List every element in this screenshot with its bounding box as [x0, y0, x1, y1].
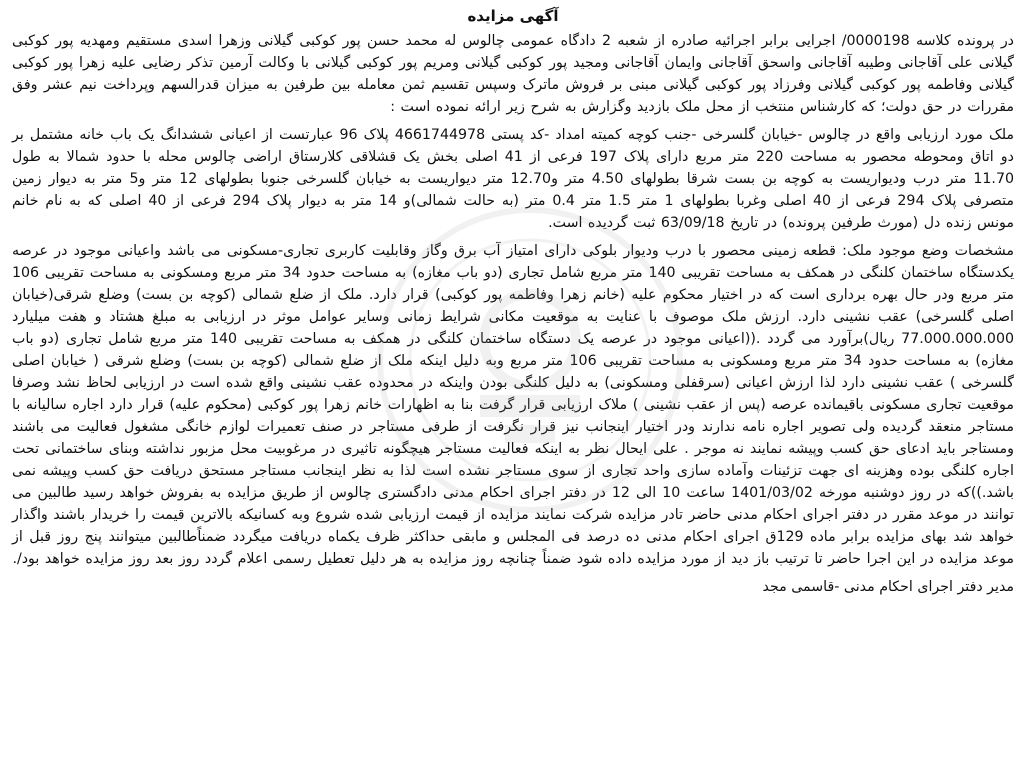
signature-line: مدیر دفتر اجرای احکام مدنی -قاسمی مجد	[762, 579, 1014, 595]
property-status-paragraph: مشخصات وضع موجود ملک: قطعه زمینی محصور با درب ودیوار بلوکی دارای امتیاز آب برق وگاز وقابلیت کاربری تجاری-مسکونی می باشد واعیانی موجود در عرصه یکدستگاه ساختمان کلنگی در همکف به مساحت تقریبی 140 متر مربع شامل تجاری (دو باب مغازه) به مساحت حدود 34 متر مربع ومسکونی به مساحت تقریبی 106 متر مربع ودر حال بهره برداری است که در اختیار محکوم علیه (خانم زهرا وفاطمه پور کوکبی) قرار دارد. ملک از ضلع شمالی (کوچه بن بست) وضلع شرقی(خیابان اصلی گلسرخی) عقب نشینی دارد. ارزش ملک موصوف با عنایت به موقعیت مکانی شرایط زمانی وسایر عوامل موثر در ارزیابی به مبلغ هشتاد و هفت میلیارد 77.000.000.000 ریال)برآورد می گردد .((اعیانی موجود در عرصه یک دستگاه ساختمان کلنگی در همکف به مساحت تقریبی 140 متر مربع شامل تجاری (دو باب مغازه) به مساحت حدود 34 متر مربع ومسکونی به مساحت تقریبی 106 متر مربع وبه دلیل اینکه ملک از ضلع شمالی (کوچه بن بست) وضلع شرقی ( خیابان اصلی گلسرخی ) عقب نشینی دارد لذا ارزش اعیانی (سرقفلی ومسکونی) به دلیل کلنگی بودن واینکه در محدوده عقب نشینی واقع شده است در ارزیابی لحاظ نشد وصرفا موقعیت تجاری مسکونی باقیمانده عرصه (پس از عقب نشینی ) ملاک ارزیابی قرار گرفت بنا به اظهارات خانم زهرا پور کوکبی (محکوم علیه) قرار دارد اجاره سالیانه با مستاجر منعقد گردیده ولی تصویر اجاره نامه ندارند ودر اختیار اینجانب نیز قرار نگرفت از طرفی مستاجر در صنف تعمیرات لوازم خانگی مشغول فعالیت می باشند ومستاجر باید ادعای حق کسب وپیشه نمایند نه موجر . علی ایحال نظر به اینکه فعالیت مستاجر هیچگونه تاثیری در مرغوبیت محل مزبور نداشته وبنای ساختمانی تحت اجاره کلنگی بوده وهزینه ای جهت تزئینات وآماده سازی واحد تجاری از سوی مستاجر نشده است لذا به نظر اینجانب مستاجر مستحق دریافت حق کسب وپیشه نمی باشد.))که در روز دوشنبه مورخه 1401/03/02 ساعت 10 الی 12 در دفتر اجرای احکام مدنی دادگستری چالوس از طریق مزایده به بفروش خواهد رسید طالبین می توانند در موعد مقرر در دفتر اجرای احکام مدنی حاضر تادر مزایده شرکت نمایند مزایده از قیمت ارزیابی شده شروع وبه کسانیکه بالاترین قیمت را خریدار باشند واگذار خواهد شد بهای مزایده برابر ماده 129ق اجرای احکام مدنی ده درصد فی المجلس و مابقی حداکثر ظرف یکماه دریافت میگردد ضمناًطالبین میتوانند پنج روز قبل از موعد مزایده در این اجرا حاضر تا ترتیب باز دید از مورد مزایده داده شود ضمناً چنانچه روز مزایده به هر دلیل تعطیل رسمی اعلام گردد روز بعد روز مزایده خواهد بود/.	[12, 243, 1015, 567]
notice-title: آگهی مزایده	[467, 7, 559, 25]
property-description-paragraph: ملک مورد ارزیابی واقع در چالوس -خیابان گلسرخی -جنب کوچه کمیته امداد -کد پستی 4661744978 پلاک 96 عبارتست از اعیانی ششدانگ یک باب خانه مشتمل بر دو اتاق ومحوطه محصور به مساحت 220 متر مربع دارای پلاک 197 فرعی از 41 اصلی بخش یک قشلاقی کلارستاق اراضی چالوس محله با حدود شمالا به طول 11.70 متر درب ودیواریست به کوچه بن بست شرقا بطولهای 4.50 متر و12.70 متر دیواریست به خیابان گلسرخی جنوبا بطولهای 12 متر و5 متر به دیوار زمین متصرفی پلاک 294 فرعی از 40 اصلی وغربا بطولهای 1 متر 1.5 متر 0.4 متر (به حالت شمالی)و 14 متر به دیوار پلاک 294 فرعی از 40 اصلی که به نام خانم مونس زنده دل (مورث طرفین پرونده) در تاریخ 63/09/18 ثبت گردیده است.	[12, 127, 1014, 231]
case-intro-paragraph: در پرونده کلاسه 0000198/ اجرایی برابر اجرائیه صادره از شعبه 2 دادگاه عمومی چالوس له محمد حسن پور کوکبی گیلانی وزهرا اسدی مستقیم ومهدیه پور کوکبی گیلانی علی آقاجانی وطیبه آقاجانی واسحق آقاجانی وایمان آقاجانی ومجید پور کوکبی گیلانی ومریم پور کوکبی گیلانی با وکالت آرمین تذکر رضایی علیه زهرا پور کوکبی گیلانی وفاطمه پور کوکبی گیلانی وفرزاد پور کوکبی گیلانی مبنی بر فروش ماترک وسپس تقسیم ثمن معامله بین طرفین به میزان قدرالسهم وپرداخت نیم عشر وفق مقررات در حق دولت؛ که کارشناس منتخب از محل ملک بازدید وگزارش به شرح زیر ارائه نموده است :	[12, 33, 1014, 115]
